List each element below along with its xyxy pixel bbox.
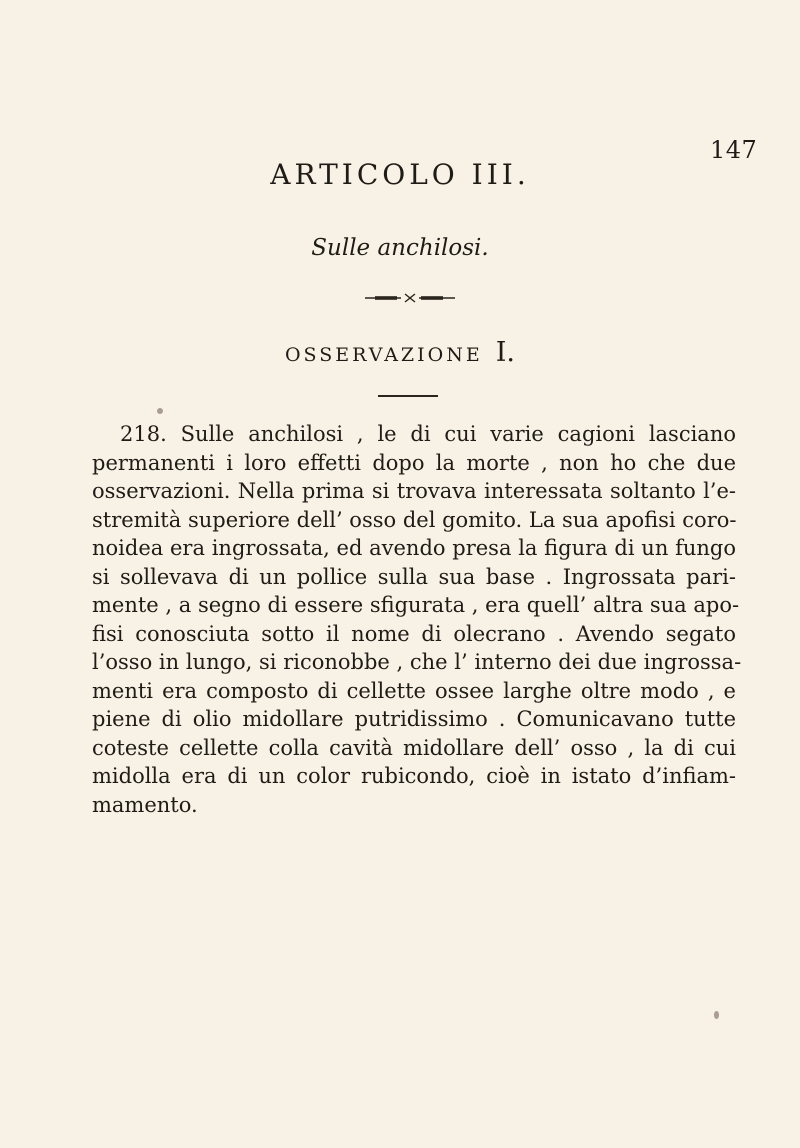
text-line: osservazioni. Nella prima si trovava interessata soltanto l’e- — [92, 479, 736, 503]
text-line: noidea era ingrossata, ed avendo presa la figura di un fungo — [92, 536, 736, 560]
text-line: coteste cellette colla cavità midollare dell’ osso , la di cui — [92, 735, 736, 760]
text-line: stremità superiore dell’ osso del gomito. La sua apofisi coro- — [92, 507, 737, 532]
observation-numeral: I. — [495, 337, 515, 368]
article-title: ARTICOLO III. — [270, 158, 530, 191]
text-line: l’osso in lungo, si riconobbe , che l’ interno dei due ingrossa- — [92, 650, 742, 674]
text-line: fisi conosciuta sotto il nome di olecrano . Avendo segato — [92, 621, 736, 646]
observation-label: OSSERVAZIONE — [284, 344, 483, 366]
ink-speck — [714, 1011, 719, 1019]
text-line: si sollevava di un pollice sulla sua base . Ingrossata pari- — [92, 564, 736, 589]
paragraph-218 — [92, 420, 742, 819]
ornamental-divider-icon — [365, 293, 455, 303]
page-number: 147 — [710, 136, 758, 164]
heading-rule — [378, 395, 438, 397]
text-line: mente , a segno di essere sfigurata , era quell’ altra sua apo- — [92, 593, 740, 617]
text-line: permanenti i loro effetti dopo la morte , non ho che due — [92, 450, 736, 475]
observation-heading — [0, 337, 800, 368]
text-line: midolla era di un color rubicondo, cioè in istato d’infiam- — [92, 764, 736, 788]
text-line: mamento. — [92, 792, 198, 817]
text-line: menti era composto di cellette ossee larghe oltre modo , e — [92, 678, 736, 703]
text-line: 218. Sulle anchilosi , le di cui varie cagioni lasciano — [120, 422, 736, 446]
ink-speck — [157, 408, 163, 414]
section-subtitle: Sulle anchilosi. — [311, 235, 489, 261]
text-line: piene di olio midollare putridissimo . Comunicavano tutte — [92, 707, 736, 731]
